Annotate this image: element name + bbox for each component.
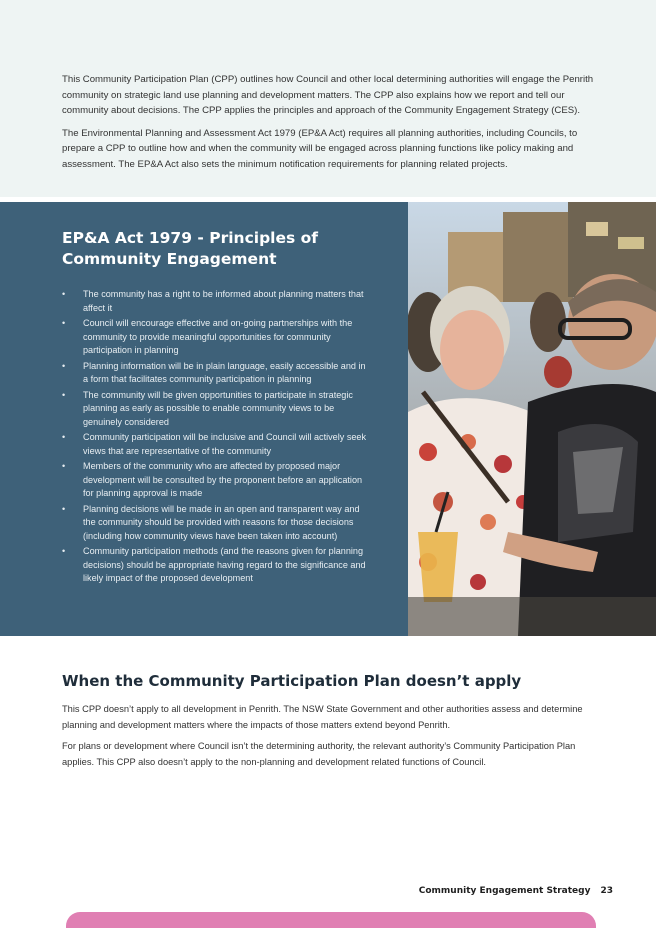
community-photo — [408, 202, 656, 636]
list-item-text: Planning decisions will be made in an open and transparent way and the community should be provided with reasons for those decisions (including how community views have been taken into account) — [83, 503, 360, 541]
photo-illustration — [408, 202, 656, 636]
list-item — [62, 431, 368, 458]
list-item-text: Community participation will be inclusive and Council will actively seek views that are representative of the community — [83, 432, 367, 456]
bullet-icon: • — [62, 317, 66, 328]
list-item — [62, 288, 368, 315]
bullet-icon: • — [62, 503, 66, 514]
bullet-icon: • — [62, 360, 66, 371]
list-item-text: Planning information will be in plain language, easily accessible and in a form that facilitates community participation in planning — [83, 360, 366, 385]
list-item-text: The community will be given opportunities to participate in strategic planning as early as possible to enable community views to be genuinely considered — [83, 389, 353, 427]
bullet-icon: • — [62, 432, 66, 443]
list-item — [62, 460, 368, 501]
principles-heading: EP&A Act 1979 - Principles of Community Engagement — [62, 229, 318, 268]
bullet-icon: • — [62, 389, 66, 400]
bullet-icon: • — [62, 289, 66, 299]
section-paragraph-2: For plans or development where Council isn’t the determining authority, the relevant authority’s Community Participation Plan applies. This CPP also doesn’t apply to the non-planning and development related functions of Council. — [62, 741, 576, 767]
intro-section — [0, 0, 656, 197]
list-item — [62, 317, 368, 358]
list-item — [62, 503, 368, 544]
decorative-pink-bar — [66, 912, 596, 928]
principles-list — [62, 288, 368, 586]
list-item — [62, 360, 368, 387]
bullet-icon: • — [62, 461, 66, 472]
list-item-text: The community has a right to be informed about planning matters that affect it — [83, 289, 364, 313]
bullet-icon: • — [62, 546, 66, 557]
list-item — [62, 545, 368, 586]
list-item — [62, 389, 368, 430]
intro-paragraph-2: The Environmental Planning and Assessment Act 1979 (EP&A Act) requires all planning authorities, including Councils, to prepare a CPP to outline how and when the community will be engaged across planning functions like policy making and assessment. The EP&A Act also sets the minimum notification requirements for planning related projects. — [62, 127, 578, 170]
not-apply-section — [62, 672, 602, 776]
intro-paragraph-1: This Community Participation Plan (CPP) outlines how Council and other local determining authorities will engage the Penrith community on strategic land use planning and development matters. The CPP also explains how we report and tell our community about decisions. The CPP applies the principles and approach of the Community Engagement Strategy (CES). — [62, 74, 594, 116]
list-item-text: Council will encourage effective and on-going partnerships with the community to provide meaningful opportunities for community participation in planning — [83, 317, 353, 356]
principles-panel — [0, 202, 408, 636]
page-number: 23 — [600, 886, 613, 896]
section-heading: When the Community Participation Plan doesn’t apply — [62, 672, 522, 690]
page-footer — [419, 886, 613, 896]
list-item-text: Community participation methods (and the reasons given for planning decisions) should be appropriate having regard to the significance and likely impact of the proposed development — [83, 546, 366, 584]
footer-title: Community Engagement Strategy — [418, 886, 591, 896]
section-paragraph-1: This CPP doesn’t apply to all development in Penrith. The NSW State Government and other authorities assess and determine planning and development matters where the impacts of those matters extend beyond Penrith. — [62, 704, 583, 730]
list-item-text: Members of the community who are affected by proposed major development will be consulted by the proponent before an application for planning approval is made — [83, 461, 363, 499]
